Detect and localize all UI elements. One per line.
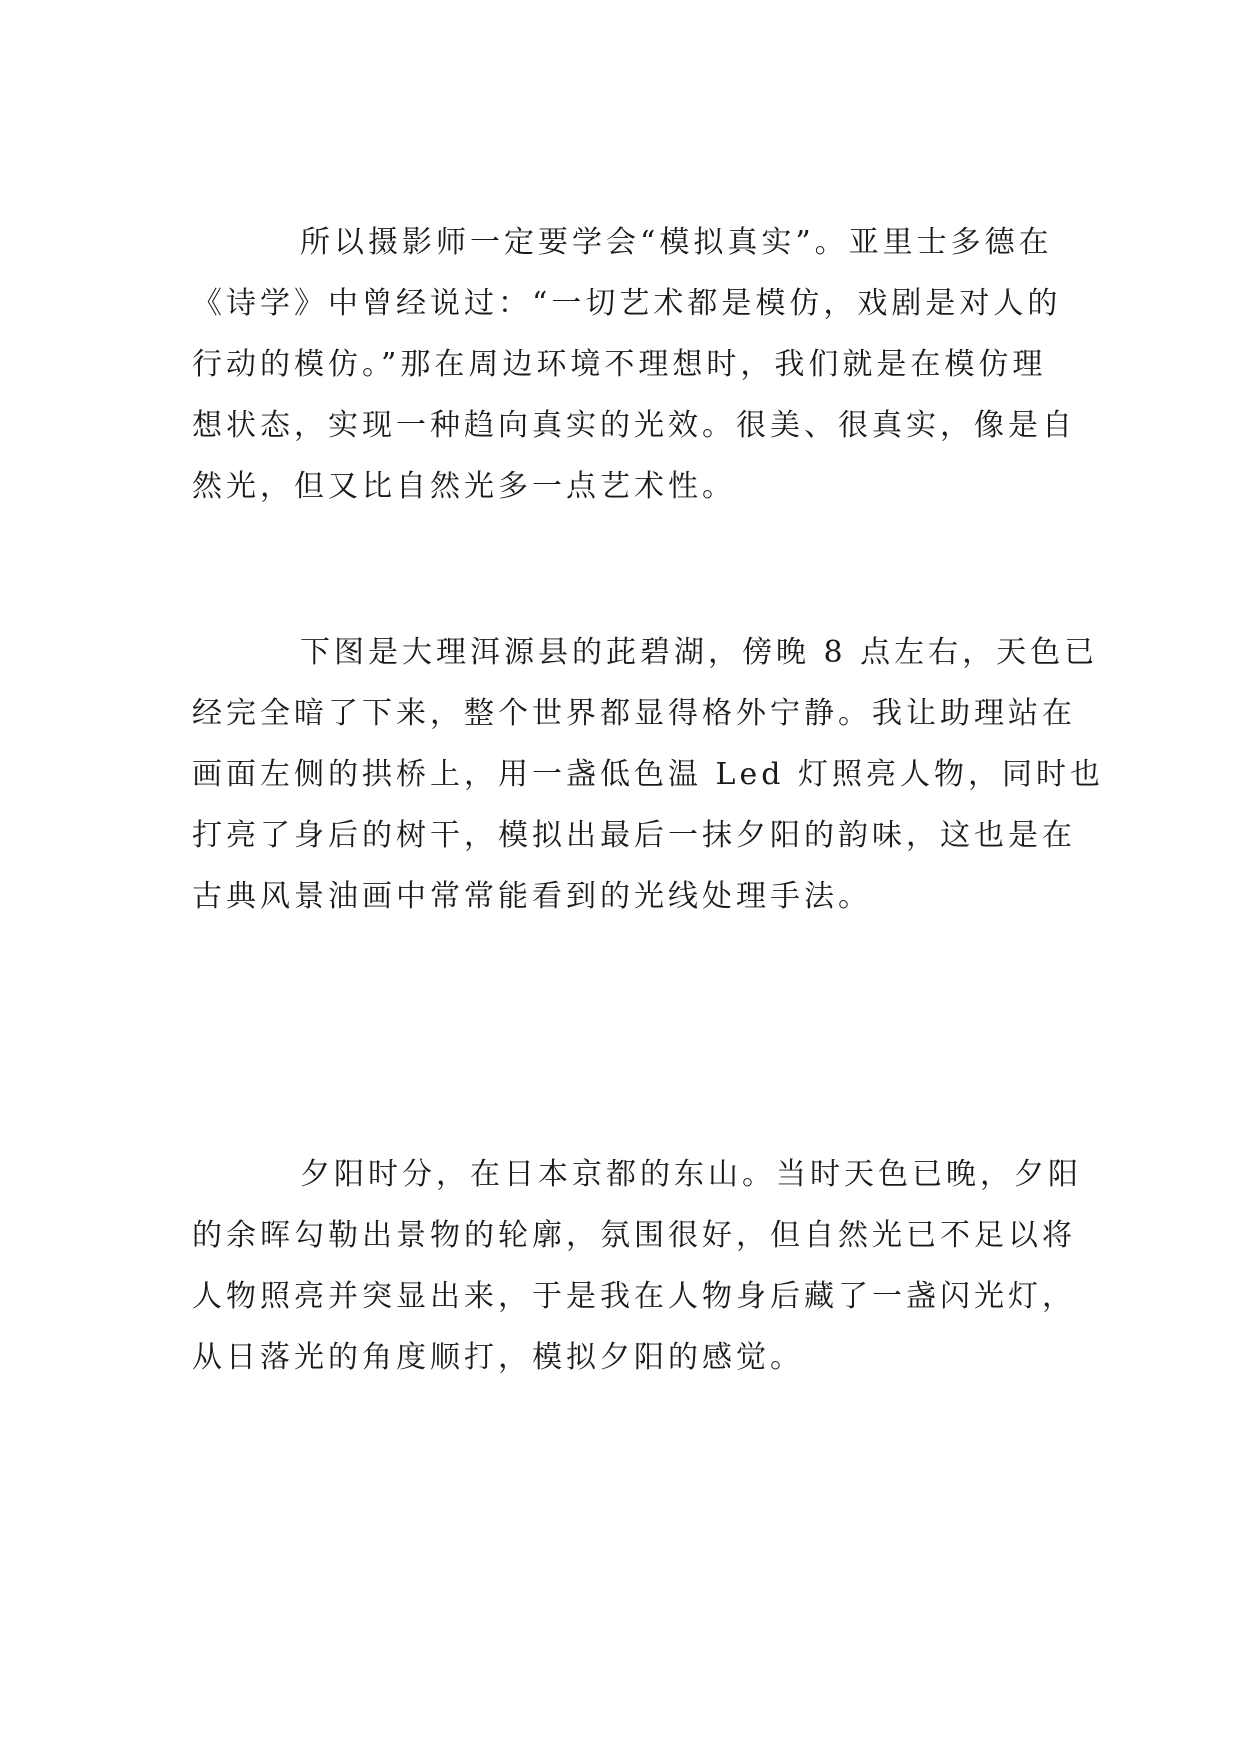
paragraph-line: 夕阳时分，在日本京都的东山。当时天色已晚，夕阳 bbox=[300, 1157, 1082, 1192]
paragraph-line: 人物照亮并突显出来，于是我在人物身后藏了一盏闪光灯， bbox=[192, 1279, 1076, 1314]
paragraph-line: 画面左侧的拱桥上，用一盏低色温 Led 灯照亮人物，同时也 bbox=[192, 757, 1104, 792]
paragraph-line: 《诗学》中曾经说过：“一切艺术都是模仿，戏剧是对人的 bbox=[192, 286, 1062, 321]
paragraph-cibi-lake bbox=[192, 622, 1104, 927]
paragraph-line: 想状态，实现一种趋向真实的光效。很美、很真实，像是自 bbox=[192, 408, 1076, 443]
paragraph-simulate-reality bbox=[192, 212, 1076, 517]
paragraph-line: 所以摄影师一定要学会“模拟真实”。亚里士多德在 bbox=[300, 225, 1053, 260]
paragraph-line: 从日落光的角度顺打，模拟夕阳的感觉。 bbox=[192, 1340, 804, 1375]
paragraph-line: 打亮了身后的树干，模拟出最后一抹夕阳的韵味，这也是在 bbox=[192, 818, 1076, 853]
paragraph-line: 经完全暗了下来，整个世界都显得格外宁静。我让助理站在 bbox=[192, 696, 1076, 731]
paragraph-line: 的余晖勾勒出景物的轮廓，氛围很好，但自然光已不足以将 bbox=[192, 1218, 1076, 1253]
paragraph-line: 古典风景油画中常常能看到的光线处理手法。 bbox=[192, 879, 872, 914]
paragraph-kyoto-sunset bbox=[192, 1144, 1082, 1388]
paragraph-line: 然光，但又比自然光多一点艺术性。 bbox=[192, 469, 736, 504]
paragraph-line: 行动的模仿。”那在周边环境不理想时，我们就是在模仿理 bbox=[192, 347, 1047, 382]
paragraph-line: 下图是大理洱源县的茈碧湖，傍晚 8 点左右，天色已 bbox=[300, 635, 1099, 670]
